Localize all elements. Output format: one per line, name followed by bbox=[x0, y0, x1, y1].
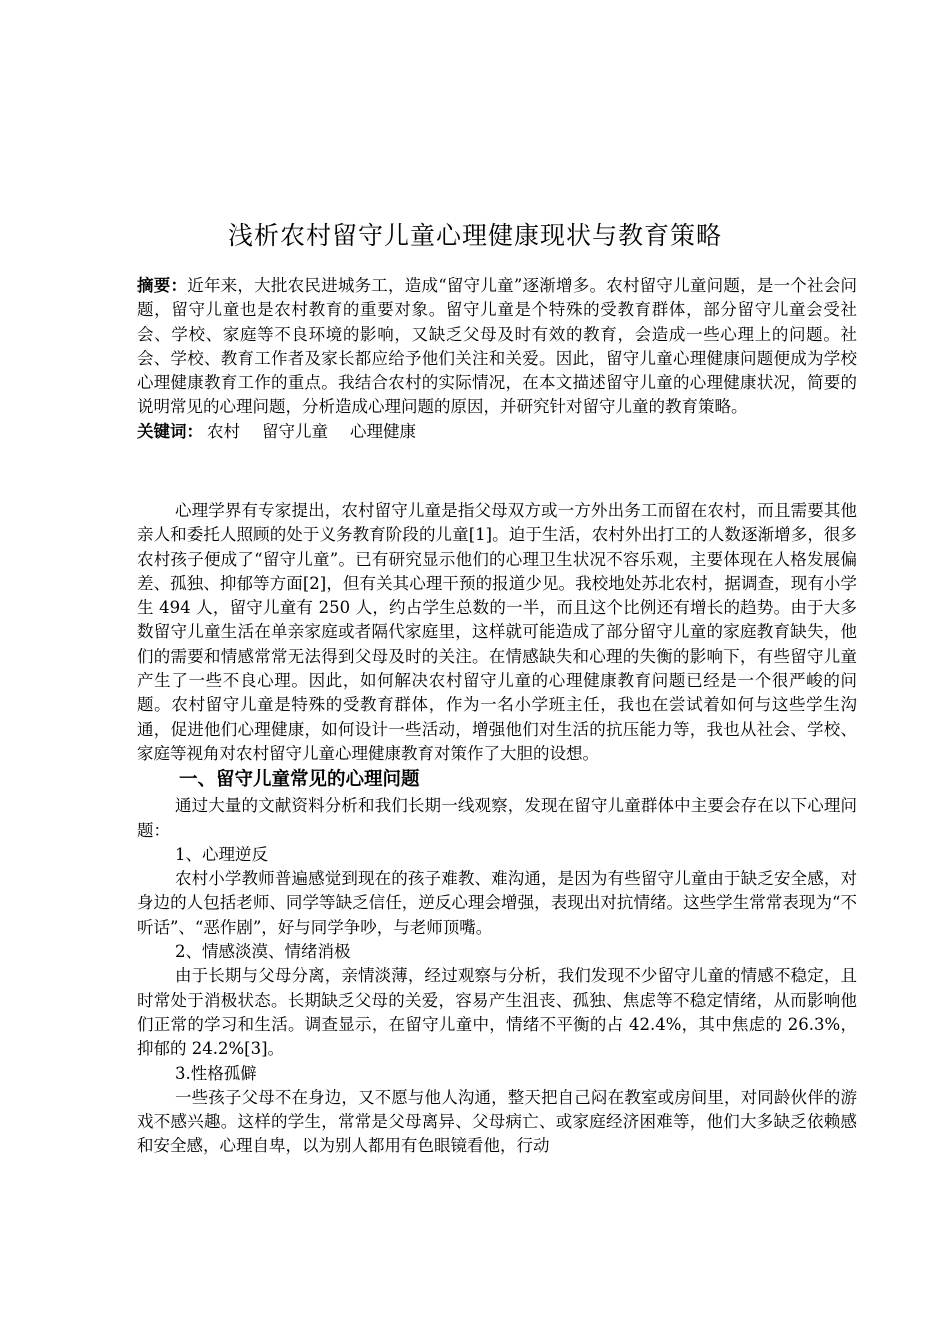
keyword: 心理健康 bbox=[350, 421, 416, 441]
abstract-text: 近年来，大批农民进城务工，造成“留守儿童”逐渐增多。农村留守儿童问题，是一个社会问题，留守儿童也是农村教育的重要对象。留守儿童是个特殊的受教育群体，部分留守儿童会受社会、学校、家庭等不良环境的影响，又缺乏父母及时有效的教育，会造成一些心理上的问题。社会、学校、教育工作者及家长都应给予他们关注和关爱。因此，留守儿童心理健康问题便成为学校心理健康教育工作的重点。我结合农村的实际情况，在本文描述留守儿童的心理健康状况，简要的说明常见的心理问题，分析造成心理问题的原因，并研究针对留守儿童的教育策略。 bbox=[137, 276, 858, 417]
subsection-paragraph: 由于长期与父母分离，亲情淡薄，经过观察与分析，我们发现不少留守儿童的情感不稳定，且时常处于消极状态。长期缺乏父母的关爱，容易产生沮丧、孤独、焦虑等不稳定情绪，从而影响他们正常的学习和生活。调查显示，在留守儿童中，情绪不平衡的占 42.4%，其中焦虑的 26.3%，抑郁的 24.2%[3]。 bbox=[137, 966, 857, 1059]
abstract-section bbox=[137, 274, 857, 444]
section-lead-paragraph: 通过大量的文献资料分析和我们长期一线观察，发现在留守儿童群体中主要会存在以下心理问题： bbox=[137, 796, 857, 840]
keywords-line bbox=[137, 420, 857, 444]
abstract-label: 摘要： bbox=[137, 276, 188, 295]
abstract-paragraph bbox=[137, 274, 857, 420]
subsection-paragraph: 农村小学教师普遍感觉到现在的孩子难教、难沟通，是因为有些留守儿童由于缺乏安全感，对身边的人包括老师、同学等缺乏信任，逆反心理会增强，表现出对抗情绪。这些学生常常表现为“不听话”、“恶作剧”，好与同学争吵，与老师顶嘴。 bbox=[137, 869, 857, 937]
section-heading: 一、留守儿童常见的心理问题 bbox=[179, 769, 420, 791]
keyword: 农村 bbox=[207, 421, 240, 441]
keywords-label: 关键词： bbox=[137, 421, 203, 441]
document-title: 浅析农村留守儿童心理健康现状与教育策略 bbox=[227, 221, 722, 250]
subsection-heading: 2、情感淡漠、情绪消极 bbox=[175, 942, 351, 962]
intro-paragraph: 心理学界有专家提出，农村留守儿童是指父母双方或一方外出务工而留在农村，而且需要其他亲人和委托人照顾的处于义务教育阶段的儿童[1]。迫于生活，农村外出打工的人数逐渐增多，很多农村孩子便成了“留守儿童”。已有研究显示他们的心理卫生状况不容乐观，主要体现在人格发展偏差、孤独、抑郁等方面[2]，但有关其心理干预的报道少见。我校地处苏北农村，据调查，现有小学生 494 人，留守儿童有 250 人，约占学生总数的一半，而且这个比例还有增长的趋势。由于大多数留守儿童生活在单亲家庭或者隔代家庭里，这样就可能造成了部分留守儿童的家庭教育缺失，他们的需要和情感常常无法得到父母及时的关注。在情感缺失和心理的失衡的影响下，有些留守儿童产生了一些不良心理。因此，如何解决农村留守儿童的心理健康教育问题已经是一个很严峻的问题。农村留守儿童是特殊的受教育群体，作为一名小学班主任，我也在尝试着如何与这些学生沟通，促进他们心理健康，如何设计一些活动，增强他们对生活的抗压能力等，我也从社会、学校、家庭等视角对农村留守儿童心理健康教育对策作了大胆的设想。 bbox=[137, 501, 857, 763]
subsection-paragraph: 一些孩子父母不在身边，又不愿与他人沟通，整天把自己闷在教室或房间里，对同龄伙伴的游戏不感兴趣。这样的学生，常常是父母离异、父母病亡、或家庭经济困难等，他们大多缺乏依赖感和安全感，心理自卑，以为别人都用有色眼镜看他，行动 bbox=[137, 1087, 857, 1156]
keyword: 留守儿童 bbox=[262, 421, 328, 441]
subsection-heading: 3.性格孤僻 bbox=[175, 1063, 257, 1083]
body-section bbox=[137, 499, 857, 1159]
subsection-heading: 1、心理逆反 bbox=[175, 844, 268, 864]
